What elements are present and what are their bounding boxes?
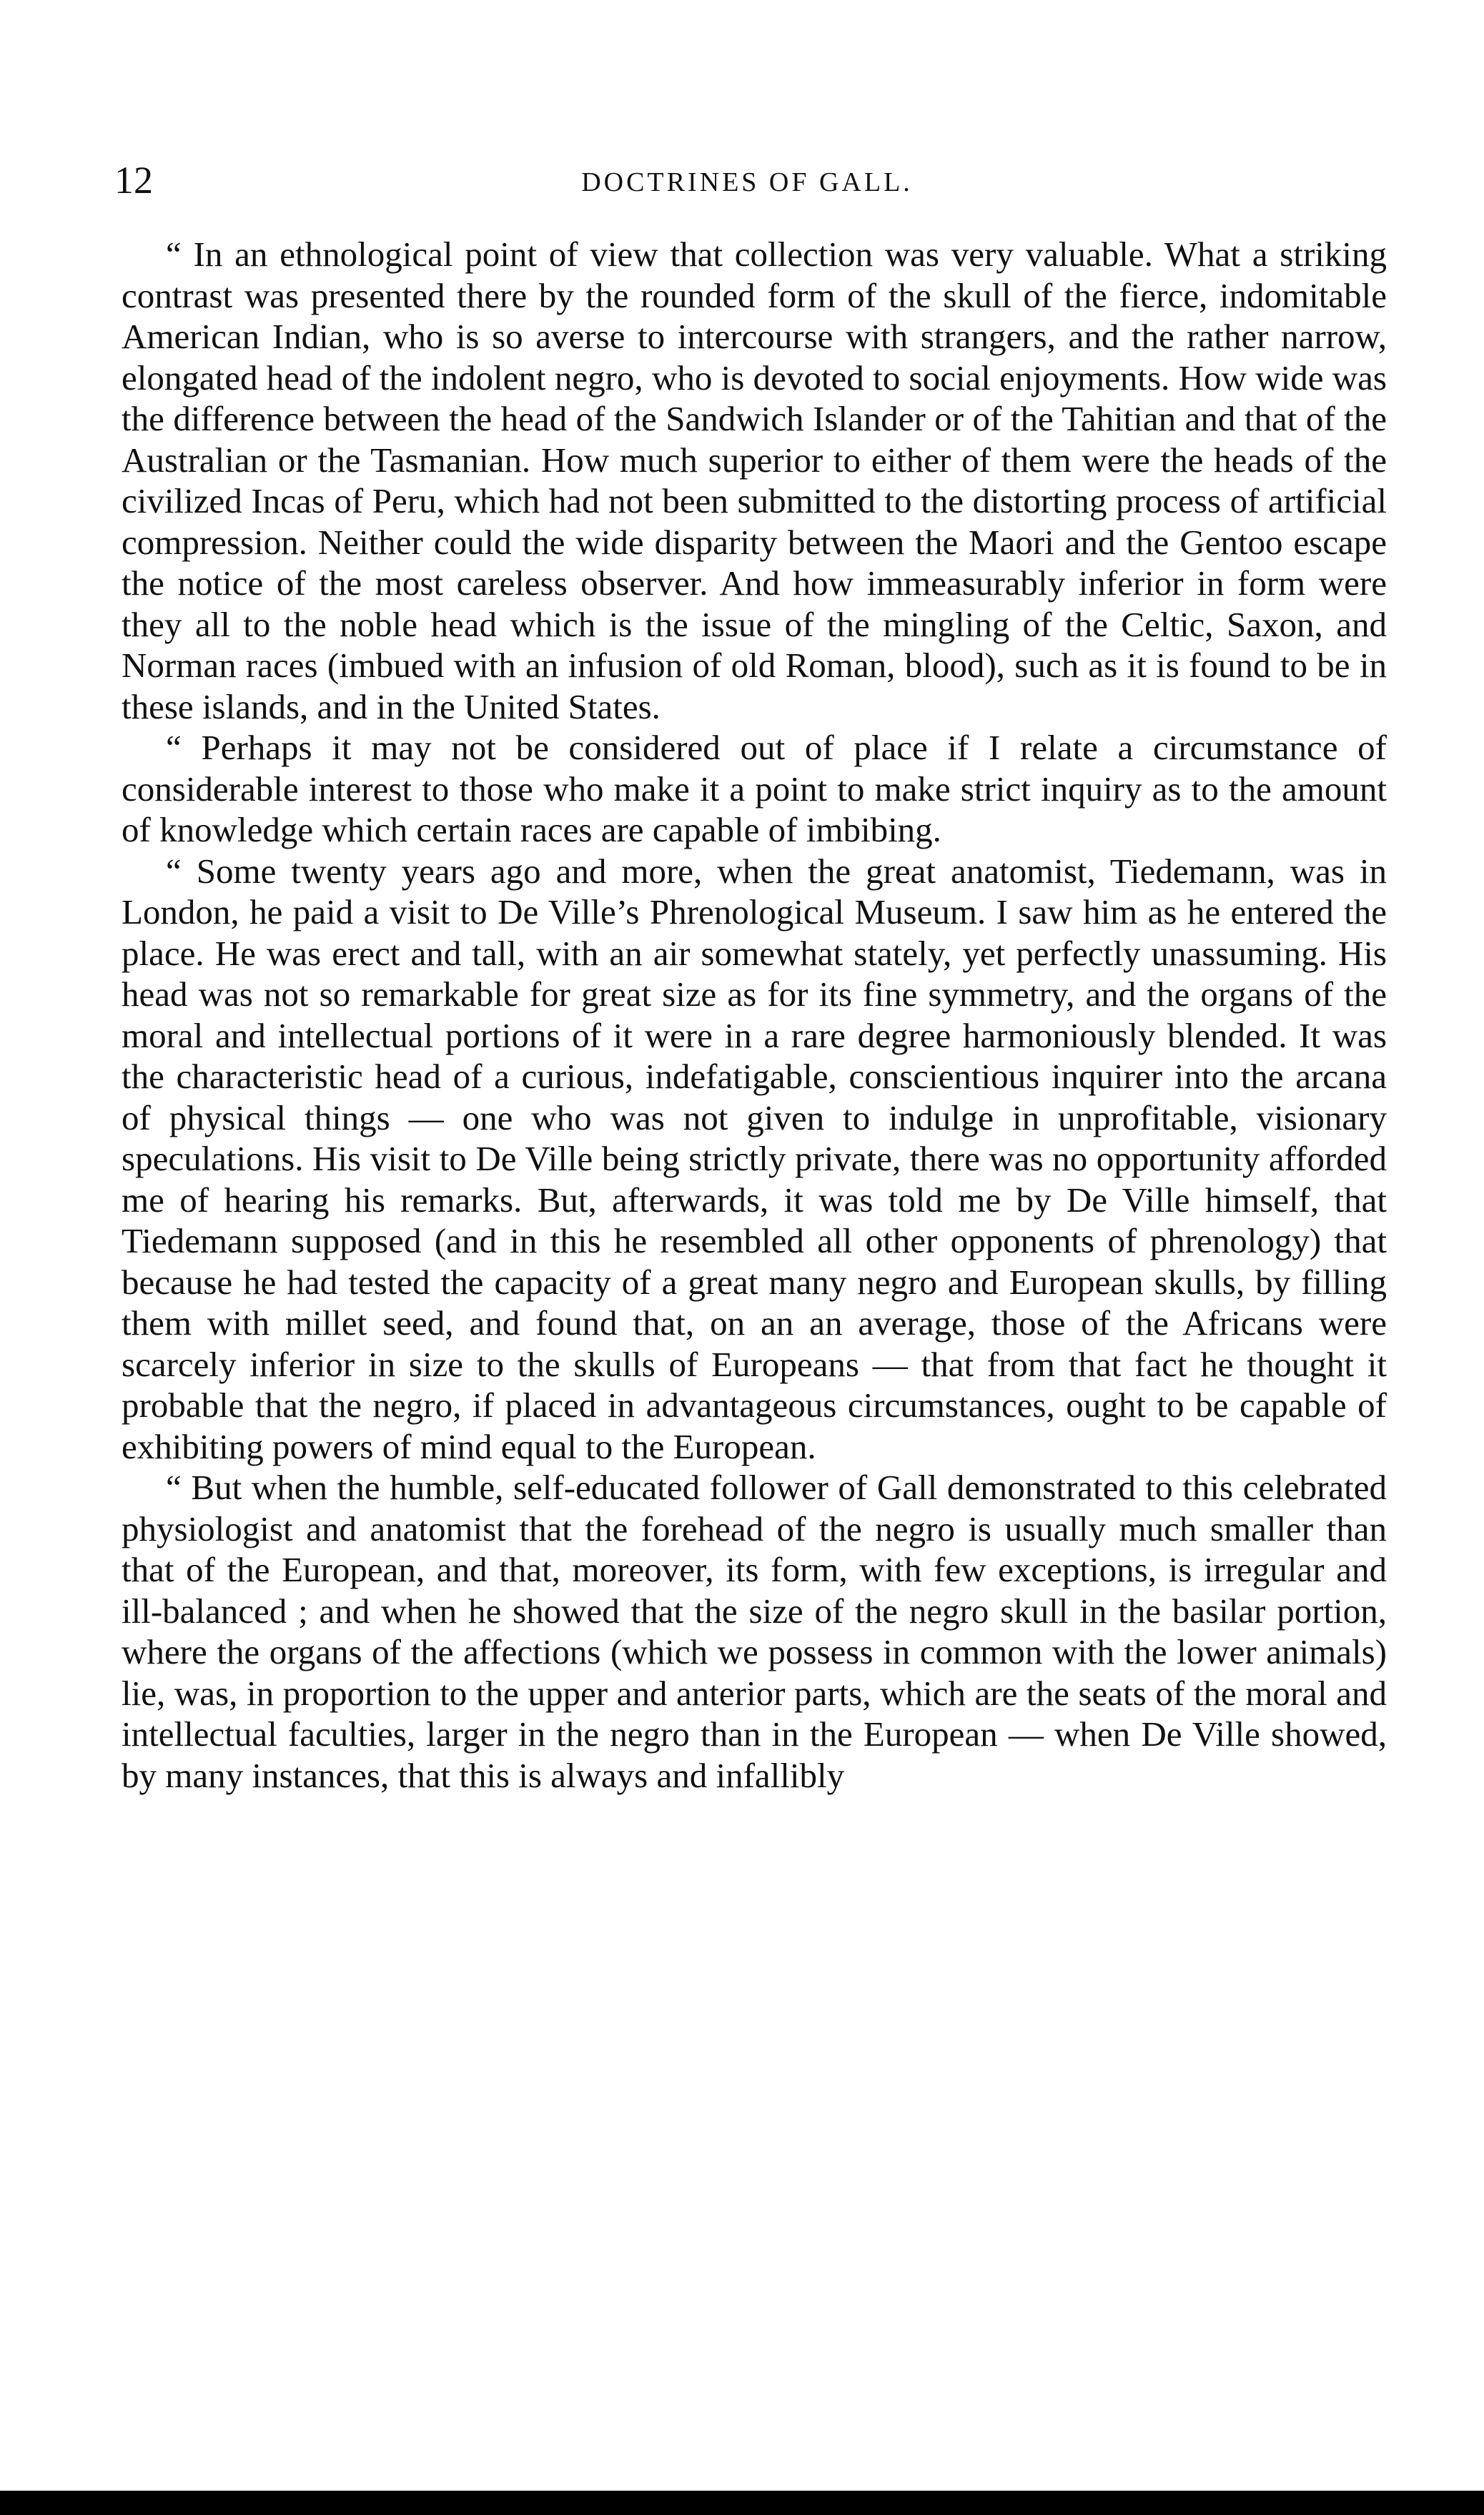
paragraph-ethnological: “ In an ethnological point of view that collection was very valuable. What a striking contrast was presented there by the rounded form of the skull of the fierce, indomitable American Indian, who is so averse to intercourse with strangers, and the rather narrow, elongated head of the indolent negro, who is devoted to social enjoyments. How wide was the difference between the head of the Sandwich Islander or of the Tahitian and that of the Australian or the Tasmanian. How much superior to either of them were the heads of the civilized Incas of Peru, which had not been submitted to the distorting process of artificial compression. Neither could the wide disparity between the Maori and the Gentoo escape the notice of the most careless observer. And how immeasurably inferior in form were they all to the noble head which is the issue of the mingling of the Celtic, Saxon, and Norman races (imbued with an infusion of old Roman, blood), such as it is found to be in these islands, and in the United States. <box>122 234 1387 726</box>
paragraph-tiedemann: “ Some twenty years ago and more, when the great anatomist, Tiedemann, was in London, he paid a visit to De Ville’s Phrenological Museum. I saw him as he entered the place. He was erect and tall, with an air somewhat stately, yet perfectly unassuming. His head was not so remarkable for great size as for its fine symmetry, and the organs of the moral and intellectual portions of it were in a rare degree harmoniously blended. It was the characteristic head of a curious, indefatigable, conscientious inquirer into the arcana of physical things — one who was not given to indulge in unprofitable, visionary speculations. His visit to De Ville being strictly private, there was no opportunity afforded me of hearing his remarks. But, afterwards, it was told me by De Ville himself, that Tiedemann supposed (and in this he resembled all other opponents of phrenology) that because he had tested the capacity of a great many negro and European skulls, by filling them with millet seed, and found that, on an an average, those of the Africans were scarcely inferior in size to the skulls of Europeans — that from that fact he thought it probable that the negro, if placed in advantageous circumstances, ought to be capable of exhibiting powers of mind equal to the European. <box>122 851 1387 1466</box>
body-text <box>122 234 1387 1796</box>
paragraph-de-ville: “ But when the humble, self-educated follower of Gall demonstrated to this celebrated physiologist and anatomist that the forehead of the negro is usually much smaller than that of the European, and that, moreover, its form, with few exceptions, is irregular and ill-balanced ; and when he showed that the size of the negro skull in the basilar portion, where the organs of the affections (which we possess in common with the lower animals) lie, was, in proportion to the upper and anterior parts, which are the seats of the moral and intellectual faculties, larger in the negro than in the European — when De Ville showed, by many instances, that this is always and infallibly <box>122 1468 1387 1795</box>
paragraph-circumstance: “ Perhaps it may not be considered out of place if I relate a circumstance of considerable interest to those who make it a point to make strict inquiry as to the amount of knowledge which certain races are capable of imbibing. <box>122 728 1387 849</box>
page-header <box>114 159 1380 209</box>
page-number: 12 <box>114 159 153 202</box>
scan-bottom-edge <box>0 2491 1484 2515</box>
running-title: DOCTRINES OF GALL. <box>581 167 913 197</box>
